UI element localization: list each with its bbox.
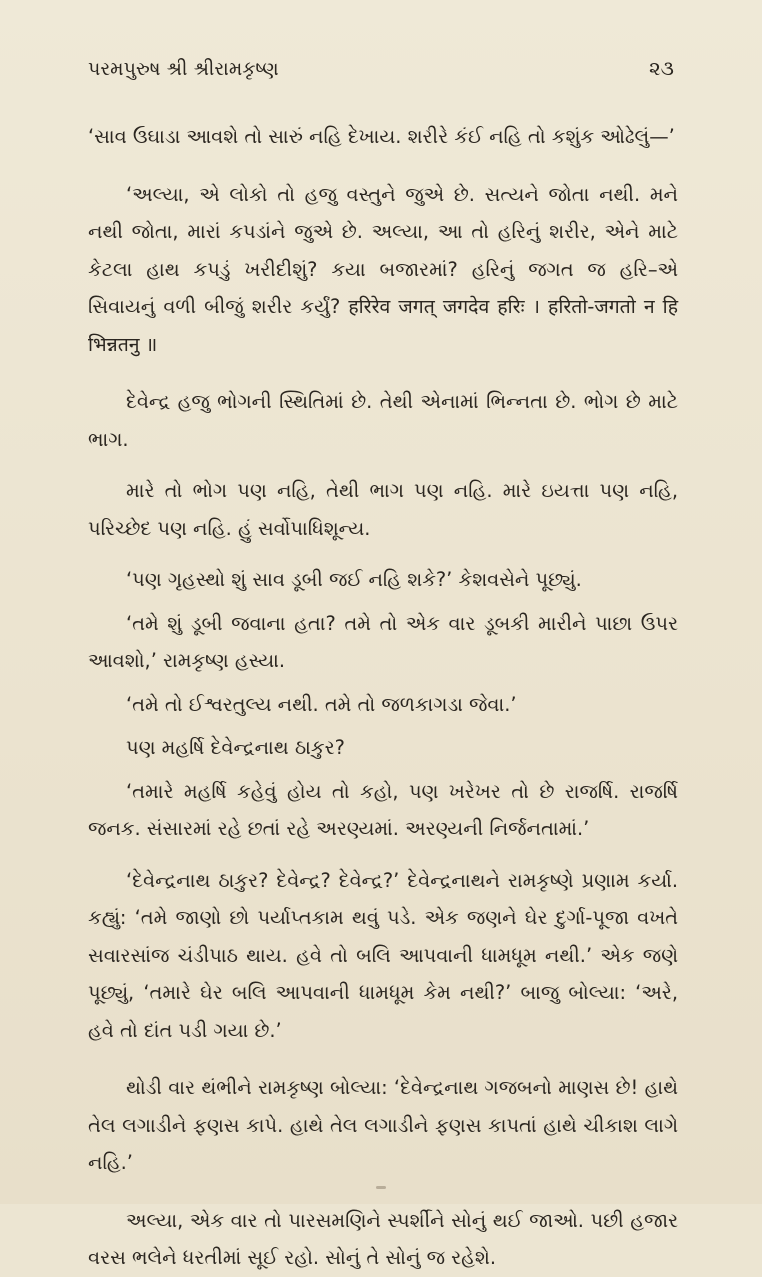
paragraph-4: મારે તો ભોગ પણ નહિ, તેથી ભાગ પણ નહિ. મારે ઇયત્તા પણ નહિ, પરિચ્છેદ પણ નહિ. હું સર્વોપાધિશૂન્ય. <box>88 479 678 540</box>
paper-speck <box>376 1186 386 1189</box>
paragraph-5: ‘પણ ગૃહસ્થો શું સાવ ડૂબી જઈ નહિ શકે?’ કેશવસેને પૂછ્યું. <box>126 568 582 591</box>
paragraph-12: અલ્યા, એક વાર તો પારસમણિને સ્પર્શીને સોનું થઈ જાઓ. પછી હજાર વરસ ભલેને ધરતીમાં સૂઈ રહો. સોનું તે સોનું જ રહેશે. <box>88 1208 678 1269</box>
paragraph-9: ‘તમારે મહર્ષિ કહેવું હોય તો કહો, પણ ખરેખર તો છે રાજર્ષિ. રાજર્ષિ જનક. સંસારમાં રહે છતાં રહે અરણ્યમાં. અરણ્યની નિર્જનતામાં.’ <box>88 779 678 840</box>
body-text <box>88 118 678 1277</box>
paragraph-8: પણ મહર્ષિ દેવેન્દ્રનાથ ઠાકુર? <box>126 736 345 759</box>
paragraph-10: ‘દેવેન્દ્રનાથ ઠાકુર? દેવેન્દ્ર? દેવેન્દ્ર?’ દેવેન્દ્રનાથને રામકૃષ્ણે પ્રણામ કર્યા. કહ્યું: ‘તમે જાણો છો પર્યાપ્તકામ થવું પડે. એક જણને ઘેર દુર્ગા-પૂજા વખતે સવારસાંજ ચંડીપાઠ થાય. હવે તો બલિ આપવાની ધામધૂમ નથી.’ એક જણે પૂછ્યું, ‘તમારે ઘેર બલિ આપવાની ધામધૂમ કેમ નથી?’ બાજુ બોલ્યા: ‘અરે, હવે તો દાંત પડી ગયા છે.’ <box>88 868 678 1042</box>
paragraph-3: દેવેન્દ્ર હજુ ભોગની સ્થિતિમાં છે. તેથી એનામાં ભિન્નતા છે. ભોગ છે માટે ભાગ. <box>88 390 678 451</box>
running-header <box>88 48 678 88</box>
paragraph-2: ‘અલ્યા, એ લોકો તો હજુ વસ્તુને જુએ છે. સત્યને જોતા નથી. મને નથી જોતા, મારાં કપડાંને જુએ છે. અલ્યા, આ તો હરિનું શરીર, એને માટે કેટલા હાથ કપડું ખરીદીશું? કયા બજારમાં? હરિનું જગત જ હરિ–એ સિવાયનું વળી બીજું શરીર કર્યું? हरिरेव जगत् जगदेव हरिः । हरितो-जगतो न हि भिन्नतनु ॥ <box>88 182 678 356</box>
paragraph-7: ‘તમે તો ઈશ્વરતુલ્ય નથી. તમે તો જળકાગડા જેવા.’ <box>126 692 517 716</box>
paragraph-11: થોડી વાર થંભીને રામકૃષ્ણ બોલ્યા: ‘દેવેન્દ્રનાથ ગજબનો માણસ છે! હાથે તેલ લગાડીને ફણસ કાપે. હાથે તેલ લગાડીને ફણસ કાપતાં હાથે ચીકાશ લાગે નહિ.’ <box>88 1076 678 1174</box>
paragraph-6: ‘તમે શું ડૂબી જવાના હતા? તમે તો એક વાર ડૂબકી મારીને પાછા ઉપર આવશો,’ રામકૃષ્ણ હસ્યા. <box>88 611 678 672</box>
running-title: પરમપુરુષ શ્રી શ્રીરામકૃષ્ણ <box>88 58 279 80</box>
paragraph-1: ‘સાવ ઉઘાડા આવશે તો સારું નહિ દેખાય. શરીરે કંઈ નહિ તો કશુંક ઓઢેલું—’ <box>88 125 675 148</box>
page-number: ૨૩ <box>648 56 674 80</box>
